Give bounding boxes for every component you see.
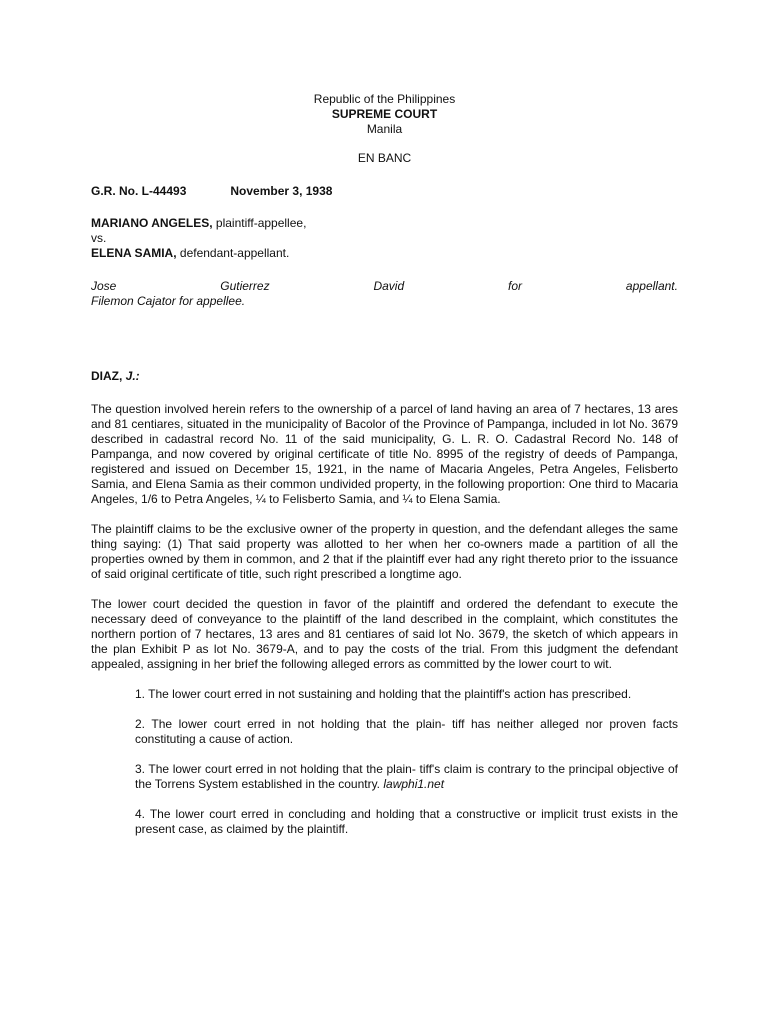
decision-date: November 3, 1938 [230, 184, 333, 198]
error-item [135, 762, 678, 792]
defendant-role: defendant-appellant. [176, 246, 290, 260]
ponente [91, 369, 678, 384]
court-header [91, 92, 678, 137]
court-city: Manila [366, 122, 403, 136]
appellant-counsel [91, 279, 678, 294]
ponente-title: J.: [125, 369, 140, 383]
body-paragraph: The lower court decided the question in favor of the plaintiff and ordered the defendant to execute the necessary deed of conveyance to the plaintiff of the land described in the complaint, which constitutes the northern portion of 7 hectares, 13 ares and 81 centiares of said lot No. 3679, the sketch of which appears in the plan Exhibit P as lot No. 3679-A, and to pay the costs of the trial. From this judgment the defendant appealed, assigning in her brief the following alleged errors as committed by the lower court to wit. [91, 597, 678, 671]
counsel-word: appellant. [625, 279, 678, 293]
plaintiff-line [91, 216, 678, 231]
case-parties [91, 216, 678, 261]
counsel-word: David [373, 279, 405, 293]
error-text: 4. The lower court erred in concluding and holding that a constructive or implicit trust exists in the present case, as claimed by the plaintiff. [135, 807, 678, 836]
decision-body [91, 402, 678, 672]
case-number-line [91, 184, 678, 199]
republic-line: Republic of the Philippines [313, 92, 456, 106]
plaintiff-name: MARIANO ANGELES, [91, 216, 213, 230]
error-item [135, 717, 678, 747]
plaintiff-role: plaintiff-appellee, [212, 216, 307, 230]
ponente-name: DIAZ, [91, 369, 126, 383]
court-name: SUPREME COURT [331, 107, 438, 121]
error-item [135, 687, 678, 702]
body-paragraph: The question involved herein refers to the ownership of a parcel of land having an area of 7 hectares, 13 ares and 81 centiares, situated in the municipality of Bacolor of the Province of Pampanga, included in lot No. 3679 described in cadastral record No. 11 of the said municipality, G. L. R. O. Cadastral Record No. 148 of Pampanga, and now covered by original certificate of title No. 8995 of the registry of deeds of Pampanga, registered and issued on December 15, 1921, in the name of Macaria Angeles, Petra Angeles, Felisberto Samia, and Elena Samia as their common undivided property, in the following proportion: One third to Macaria Angeles, 1/6 to Petra Angeles, ¼ to Felisberto Samia, and ¼ to Elena Samia. [91, 402, 678, 506]
counsel-word: Jose [91, 279, 117, 293]
error-text: 2. The lower court erred in not holding that the plain- tiff has neither alleged nor proven facts constituting a cause of action. [135, 717, 678, 746]
versus-label: vs. [91, 231, 107, 245]
error-text: 3. The lower court erred in not holding that the plain- tiff's claim is contrary to the principal objective of the Torrens System established in the country. [135, 762, 678, 791]
body-paragraph: The plaintiff claims to be the exclusive owner of the property in question, and the defendant alleges the same thing saying: (1) That said property was allotted to her when her co-owners made a partition of all the properties owned by them in common, and 2 that if the plaintiff ever had any right thereto prior to the issuance of said original certificate of title, such right prescribed a longtime ago. [91, 522, 678, 581]
appellee-counsel: Filemon Cajator for appellee. [91, 294, 246, 308]
gr-number: G.R. No. L-44493 [91, 184, 187, 198]
source-watermark-link[interactable]: lawphi1.net [383, 777, 445, 791]
error-text: 1. The lower court erred in not sustaining and holding that the plaintiff's action has prescribed. [135, 687, 632, 701]
error-item [135, 807, 678, 837]
counsel-word: Gutierrez [220, 279, 270, 293]
counsel-word: for [508, 279, 523, 293]
division-label: EN BANC [357, 151, 412, 165]
defendant-name: ELENA SAMIA, [91, 246, 177, 260]
counsel-block [91, 279, 678, 309]
assigned-errors-list [91, 687, 678, 837]
defendant-line [91, 246, 678, 261]
